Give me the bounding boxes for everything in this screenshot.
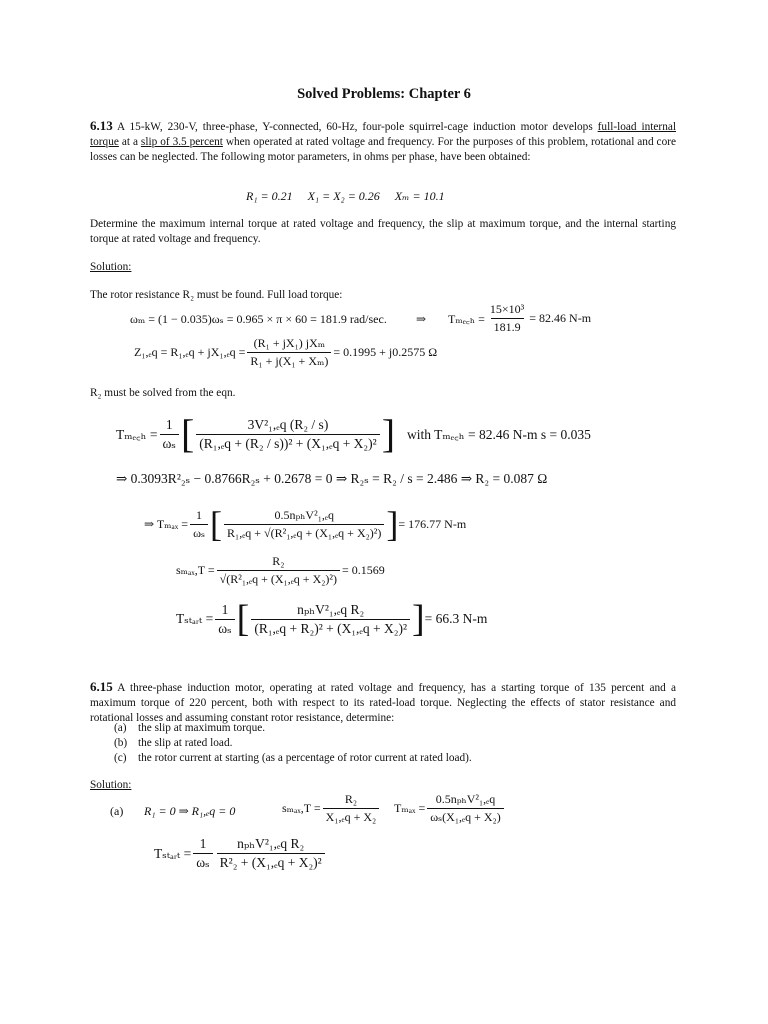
- list-item: [114, 751, 674, 766]
- question-list: [114, 721, 674, 766]
- page-title: Solved Problems: Chapter 6: [297, 86, 471, 102]
- torque-with-conditions: with Tₘₑ꜀ₕ = 82.46 N-m s = 0.035: [407, 427, 591, 442]
- tstart-equation: [176, 600, 487, 638]
- one-over-omega: [190, 508, 208, 541]
- right-bracket: ]: [381, 411, 396, 456]
- tmax-denominator: R₁,ₑq + √(R²₁,ₑq + (X₁,ₑq + X₂)²): [224, 524, 384, 541]
- tmech-denominator: 181.9: [491, 318, 524, 335]
- tmech-equation: [448, 302, 591, 335]
- statement-text: when operated at rated voltage and frequency. For the purposes of this problem, rotational and core losses can be neglected. The following motor parameters, in ohms per phase, have been obtained:: [90, 136, 676, 163]
- impedance-equation: [134, 336, 437, 369]
- torque-lhs: Tₘₑ꜀ₕ =: [116, 427, 158, 442]
- tmax-lhs: ⇒ Tₘₐₓ =: [144, 516, 189, 531]
- one: 1: [196, 507, 203, 522]
- smax-fraction: [217, 554, 340, 587]
- tstart-fraction: [251, 602, 410, 637]
- one: 1: [165, 416, 173, 432]
- impedance-denominator: R₁ + j(X₁ + Xₘ): [247, 352, 331, 369]
- smax-numerator: R₂: [272, 554, 285, 568]
- left-bracket: [: [236, 598, 250, 640]
- underlined-phrase: slip of 3.5 percent: [140, 136, 223, 148]
- smax-equation: [176, 554, 385, 587]
- tstart-denominator: R²₂ + (X₁,ₑq + X₂)²: [217, 853, 325, 871]
- statement-text: A 15-kW, 230-V, three-phase, Y-connected, 60-Hz, four-pole squirrel-cage induction motor develops: [112, 121, 598, 133]
- torque-equation: [116, 411, 591, 456]
- smax-denominator: √(R²₁,ₑq + (X₁,ₑq + X₂)²): [217, 570, 340, 587]
- tmax-denominator: ωₛ(X₁,ₑq + X₂): [427, 808, 503, 825]
- tstart-lhs: Tₛₜₐᵣₜ =: [154, 845, 192, 861]
- rotor-resistance-text: The rotor resistance R₂ must be found. Full load torque:: [90, 289, 343, 301]
- omega-s: ωₛ: [160, 434, 179, 452]
- implies-arrow: ⇒: [416, 312, 427, 326]
- list-item: [114, 721, 674, 736]
- left-bracket: [: [180, 411, 195, 456]
- item-label: (a): [114, 722, 127, 734]
- omega-s: ωₛ: [215, 619, 234, 637]
- omega-s: ωₛ: [190, 524, 208, 541]
- problem-6-15-statement: [90, 679, 676, 726]
- quadratic-equation: ⇒ 0.3093R²₂ₛ − 0.8766R₂ₛ + 0.2678 = 0 ⇒ R₂ₛ = R₂ / s = 2.486 ⇒ R₂ = 0.087 Ω: [116, 471, 548, 486]
- impedance-lhs: Z₁,ₑq = R₁,ₑq + jX₁,ₑq =: [134, 345, 246, 359]
- smax-numerator: R₂: [344, 792, 358, 806]
- one: 1: [199, 836, 207, 851]
- r1-zero-equation: R₁ = 0 ⇒ R₁,ₑq = 0: [144, 804, 236, 818]
- tmech-value: = 82.46 N-m: [529, 311, 592, 325]
- statement-text: A three-phase induction motor, operating at rated voltage and frequency, has a starting torque of 135 percent and a maximum torque of 220 percent, both with respect to its rated-load torque. Neglecting the effects of stator resistance and rotational losses and assuming constant rotor resistance, determine:: [90, 682, 676, 724]
- problem-6-13-statement: [90, 118, 676, 165]
- left-bracket: [: [210, 504, 223, 544]
- smax-fraction: [323, 792, 380, 825]
- part-a-tmax-equation: [394, 792, 506, 825]
- omega-m-equation: ωₘ = (1 − 0.035)ωₛ = 0.965 × π × 60 = 181.9 rad/sec.: [130, 312, 387, 326]
- one: 1: [221, 601, 229, 617]
- one-over-omega: [193, 836, 212, 871]
- torque-numerator: 3V²₁,ₑq (R₂ / s): [247, 416, 329, 432]
- tstart-value: = 66.3 N-m: [424, 611, 488, 626]
- underlined-phrase: full-load internal torque: [90, 121, 676, 148]
- problem-number: 6.13: [90, 118, 113, 133]
- one-over-omega: [215, 602, 234, 637]
- tmech-numerator: 15×10³: [489, 302, 525, 316]
- smax-denominator: X₁,ₑq + X₂: [323, 808, 380, 825]
- right-bracket: ]: [412, 598, 425, 640]
- determine-text: Determine the maximum internal torque at rated voltage and frequency, the slip at maximum torque, and the internal starting torque at rated voltage and frequency.: [90, 218, 676, 245]
- item-text: the rotor current at starting (as a percentage of rotor current at rated load).: [138, 752, 472, 764]
- item-label: (b): [114, 737, 128, 749]
- impedance-numerator: (R₁ + jX₁) jXₘ: [253, 336, 326, 350]
- statement-text: at a: [118, 136, 141, 148]
- tmax-numerator: 0.5nₚₕV²₁,ₑq: [274, 507, 334, 522]
- item-label: (c): [114, 752, 127, 764]
- problem-number: 6.15: [90, 679, 113, 694]
- tmax-fraction: [224, 508, 384, 541]
- tstart-denominator: (R₁,ₑq + R₂)² + (X₁,ₑq + X₂)²: [251, 619, 410, 637]
- impedance-fraction: [247, 336, 331, 369]
- part-a-smax-equation: [282, 792, 381, 825]
- tmax-value: = 176.77 N-m: [398, 516, 467, 531]
- tmax-equation: [144, 506, 466, 542]
- tstart-numerator: nₚₕV²₁,ₑq R₂: [237, 836, 305, 851]
- r2-solve-text: R₂ must be solved from the eqn.: [90, 387, 236, 399]
- omega-s: ωₛ: [193, 853, 212, 871]
- motor-parameters: R₁ = 0.21 X₁ = X₂ = 0.26 Xₘ = 10.1: [246, 189, 445, 203]
- tmech-fraction: [487, 302, 527, 335]
- tstart-numerator: nₚₕV²₁,ₑq R₂: [297, 601, 365, 617]
- smax-lhs: sₘₐₓ,T =: [176, 563, 215, 577]
- smax-value: = 0.1569: [342, 563, 385, 577]
- tmax-fraction: [427, 792, 503, 825]
- right-bracket: ]: [386, 504, 399, 544]
- torque-fraction: [196, 417, 379, 452]
- tmech-lhs: Tₘₑ꜀ₕ =: [448, 312, 485, 326]
- solution-heading: Solution:: [90, 779, 132, 791]
- impedance-value: = 0.1995 + j0.2575 Ω: [333, 345, 438, 359]
- item-text: the slip at maximum torque.: [138, 722, 266, 734]
- tmax-numerator: 0.5nₚₕV²₁,ₑq: [435, 792, 496, 806]
- torque-denominator: (R₁,ₑq + (R₂ / s))² + (X₁,ₑq + X₂)²: [196, 434, 379, 452]
- solution-heading: Solution:: [90, 261, 132, 273]
- tmax-lhs: Tₘₐₓ =: [394, 801, 426, 815]
- list-item: [114, 736, 674, 751]
- tstart-fraction: [217, 836, 325, 871]
- part-a-label: (a): [110, 804, 124, 818]
- item-text: the slip at rated load.: [138, 737, 233, 749]
- smax-lhs: sₘₐₓ,T =: [282, 801, 321, 815]
- one-over-omega: [160, 417, 179, 452]
- tstart-lhs: Tₛₜₐᵣₜ =: [176, 611, 214, 626]
- part-a-tstart-equation: [154, 836, 327, 871]
